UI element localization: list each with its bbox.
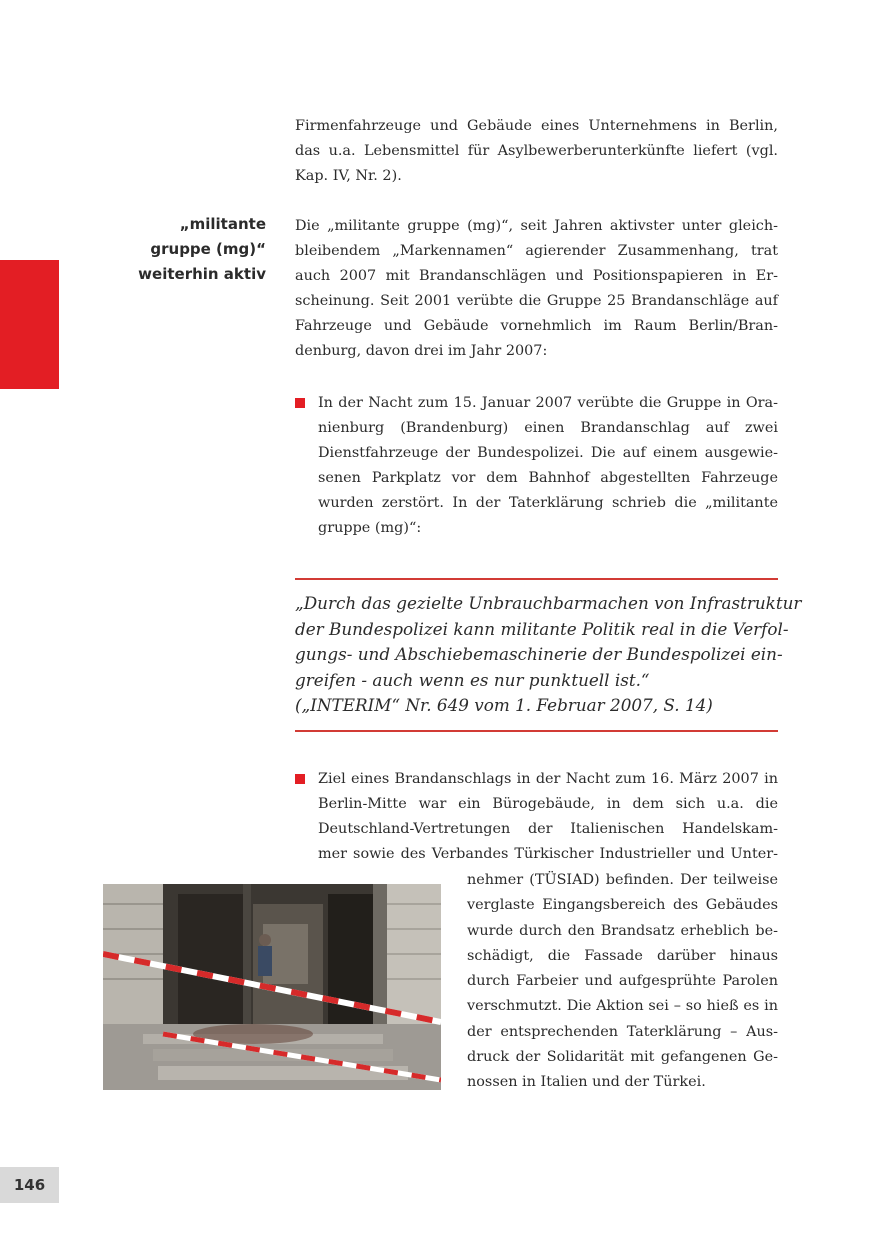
text-line: schädigt, die Fassade darüber hinaus [467, 947, 778, 964]
marginal-heading [110, 212, 266, 287]
text-line: nossen in Italien und der Türkei. [467, 1074, 706, 1091]
bullet-square-icon [295, 398, 305, 408]
bullet-continuation [467, 868, 778, 1096]
text-line: Ziel eines Brandanschlags in der Nacht zum 16. März 2007 in [318, 771, 778, 787]
text-line: verglaste Eingangsbereich des Gebäudes [467, 897, 778, 914]
bullet-item [295, 767, 778, 867]
heading-line: „militante [179, 215, 266, 233]
text-line: wurde durch den Brandsatz erheblich be- [467, 922, 778, 939]
text-line: scheinung. Seit 2001 verübte die Gruppe 25 Brandanschläge auf [295, 293, 778, 309]
text-line: mer sowie des Verbandes Türkischer Industrieller und Unter- [318, 846, 778, 862]
text-line: das u.a. Lebensmittel für Asylbewerberunterkünfte liefert (vgl. [295, 143, 778, 159]
text-line: Firmenfahrzeuge und Gebäude eines Unternehmens in Berlin, [295, 118, 778, 134]
page-number: 146 [0, 1167, 59, 1203]
block-quote [295, 591, 802, 719]
text-line: nienburg (Brandenburg) einen Brandanschlag auf zwei [318, 420, 778, 436]
text-line: verschmutzt. Die Aktion sei – so hieß es in [467, 998, 778, 1015]
section-paragraph [295, 214, 778, 364]
text-line: Deutschland-Vertretungen der Italienischen Handelskam- [318, 821, 778, 837]
text-line: nehmer (TÜSIAD) befinden. Der teilweise [467, 872, 778, 888]
text-line: auch 2007 mit Brandanschlägen und Positionspapieren in Er- [295, 268, 778, 284]
heading-line: weiterhin aktiv [138, 265, 266, 283]
chapter-marker [0, 260, 59, 389]
text-line: gruppe (mg)“: [318, 520, 422, 536]
quote-line: der Bundespolizei kann militante Politik real in die Verfol- [295, 618, 789, 639]
text-line: Kap. IV, Nr. 2). [295, 168, 402, 184]
quote-line: greifen - auch wenn es nur punktuell ist.“ [295, 669, 650, 690]
bullet-item [295, 391, 778, 541]
text-line: Dienstfahrzeuge der Bundespolizei. Die auf einem ausgewie- [318, 445, 778, 461]
text-line: druck der Solidarität mit gefangenen Ge- [467, 1049, 778, 1066]
text-line: Fahrzeuge und Gebäude vornehmlich im Raum Berlin/Bran- [295, 318, 778, 334]
text-line: der entsprechenden Taterklärung – Aus- [467, 1023, 778, 1040]
intro-paragraph [295, 114, 778, 189]
text-line: In der Nacht zum 15. Januar 2007 verübte die Gruppe in Ora- [318, 395, 778, 411]
quote-source: („INTERIM“ Nr. 649 vom 1. Februar 2007, S. 14) [295, 695, 713, 715]
heading-line: gruppe (mg)“ [150, 240, 266, 258]
building-entrance-photo [103, 884, 441, 1090]
text-line: bleibendem „Markennamen“ agierender Zusammenhang, trat [295, 243, 778, 259]
quote-line: „Durch das gezielte Unbrauchbarmachen von Infrastruktur [295, 593, 802, 613]
text-line: Die „militante gruppe (mg)“, seit Jahren aktivster unter gleich- [295, 218, 778, 234]
text-line: denburg, davon drei im Jahr 2007: [295, 343, 548, 359]
text-line: durch Farbeier und aufgesprühte Parolen [467, 973, 778, 990]
text-line: wurden zerstört. In der Taterklärung schrieb die „militante [318, 495, 778, 511]
text-line: Berlin-Mitte war ein Bürogebäude, in dem sich u.a. die [318, 796, 778, 812]
text-line: senen Parkplatz vor dem Bahnhof abgestellten Fahrzeuge [318, 470, 778, 486]
bullet-square-icon [295, 774, 305, 784]
quote-line: gungs- und Abschiebemaschinerie der Bundespolizei ein- [295, 644, 783, 664]
